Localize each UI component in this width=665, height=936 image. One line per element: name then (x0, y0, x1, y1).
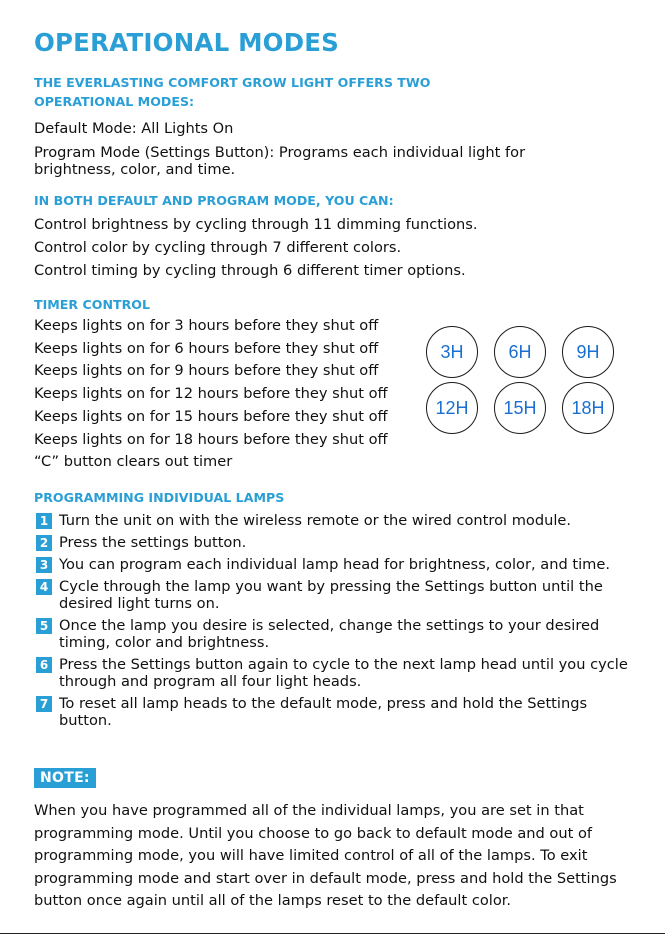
timer-9h-button-icon: 9H (562, 326, 614, 378)
timer-12h-button-icon: 12H (426, 382, 478, 434)
step-number: 3 (36, 557, 52, 573)
step-item (34, 578, 634, 612)
timer-item: Keeps lights on for 3 hours before they shut off (34, 317, 379, 334)
programming-heading: PROGRAMMING INDIVIDUAL LAMPS (34, 490, 285, 505)
both-item: Control timing by cycling through 6 different timer options. (34, 262, 466, 279)
timer-15h-button-icon: 15H (494, 382, 546, 434)
timer-18h-button-icon: 18H (562, 382, 614, 434)
both-item: Control color by cycling through 7 different colors. (34, 239, 402, 256)
step-text: To reset all lamp heads to the default mode, press and hold the Settings button. (59, 695, 588, 729)
step-text: Turn the unit on with the wireless remote or the wired control module. (59, 512, 572, 529)
step-number: 1 (36, 513, 52, 529)
timer-list (34, 315, 388, 474)
timer-item: Keeps lights on for 15 hours before they shut off (34, 407, 388, 425)
timer-item: Keeps lights on for 9 hours before they shut off (34, 362, 379, 380)
step-item (34, 534, 634, 551)
bottom-divider (0, 933, 665, 934)
both-modes-heading: IN BOTH DEFAULT AND PROGRAM MODE, YOU CAN: (34, 193, 394, 208)
step-text: Cycle through the lamp you want by pressing the Settings button until the desired light turns on. (59, 578, 603, 612)
note-badge: NOTE: (34, 768, 96, 788)
step-number: 4 (36, 579, 52, 595)
step-text: Once the lamp you desire is selected, change the settings to your desired timing, color and brightness. (59, 617, 600, 651)
timer-item: Keeps lights on for 18 hours before they shut off (34, 430, 388, 448)
note-text: When you have programmed all of the individual lamps, you are set in that programming mode. Until you choose to go back to default mode and out of programming mode, you will have limited control of all of the lamps. To exit programming mode and start over in default mode, press and hold the Settings button once again until all of the lamps reset to the default color. (34, 802, 617, 909)
step-text: Press the Settings button again to cycle to the next lamp head until you cycle through and program all four light heads. (59, 656, 628, 690)
timer-item: Keeps lights on for 12 hours before they shut off (34, 385, 388, 403)
programming-steps (34, 512, 634, 734)
step-item (34, 695, 634, 729)
program-mode-text: Program Mode (Settings Button): Programs each individual light for brightness, color, and time. (34, 144, 526, 178)
step-item (34, 512, 634, 529)
page-title: OPERATIONAL MODES (34, 28, 340, 57)
step-item (34, 656, 634, 690)
timer-buttons-diagram (426, 326, 626, 436)
intro-heading: THE EVERLASTING COMFORT GROW LIGHT OFFERS TWO OPERATIONAL MODES: (34, 75, 431, 109)
step-number: 5 (36, 618, 52, 634)
timer-item: Keeps lights on for 6 hours before they shut off (34, 339, 379, 357)
timer-heading: TIMER CONTROL (34, 297, 151, 312)
step-item (34, 556, 634, 573)
default-mode-text: Default Mode: All Lights On (34, 120, 234, 137)
step-number: 2 (36, 535, 52, 551)
step-item (34, 617, 634, 651)
timer-6h-button-icon: 6H (494, 326, 546, 378)
timer-3h-button-icon: 3H (426, 326, 478, 378)
step-number: 6 (36, 657, 52, 673)
step-number: 7 (36, 696, 52, 712)
step-text: Press the settings button. (59, 534, 247, 551)
step-text: You can program each individual lamp head for brightness, color, and time. (59, 556, 610, 573)
timer-clear-item: “C” button clears out timer (34, 453, 233, 471)
both-item: Control brightness by cycling through 11 dimming functions. (34, 216, 478, 233)
